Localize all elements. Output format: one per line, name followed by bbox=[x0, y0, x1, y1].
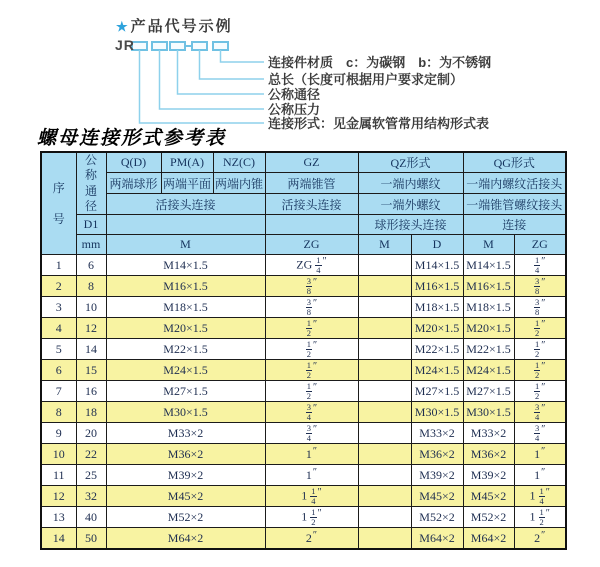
cell-nominal-diameter: 20 bbox=[76, 423, 106, 444]
inch-mark: ″ bbox=[541, 382, 546, 394]
table-row bbox=[41, 318, 566, 339]
cell-qg-zg bbox=[514, 423, 566, 444]
cell-qz-d: M22×1.5 bbox=[411, 339, 463, 360]
section-title-text: 产品代号示例 bbox=[130, 18, 233, 35]
header-qg-desc3: 连接 bbox=[463, 215, 566, 235]
table-row bbox=[41, 423, 566, 444]
cell-nominal-diameter: 50 bbox=[76, 528, 106, 549]
fraction: $\frac{1}{2}$ bbox=[535, 317, 540, 338]
inch-mark: ″ bbox=[322, 256, 327, 268]
code-box bbox=[192, 42, 207, 50]
cell-qz-m bbox=[358, 423, 411, 444]
reference-table bbox=[40, 151, 567, 550]
cell-qg-zg bbox=[514, 381, 566, 402]
header-gz-desc: 两端锥管 bbox=[265, 173, 358, 194]
cell-qg-m: M27×1.5 bbox=[463, 381, 514, 402]
header-nominal-diameter: 公称通径 bbox=[76, 152, 106, 215]
fraction: $\frac{3}{4}$ bbox=[535, 422, 540, 443]
cell-serial: 7 bbox=[41, 381, 76, 402]
cell-nominal-diameter: 10 bbox=[76, 297, 106, 318]
cell-m-thread: M22×1.5 bbox=[106, 339, 265, 360]
fraction: $\frac{1}{2}$ bbox=[535, 380, 540, 401]
inch-mark: ″ bbox=[312, 466, 318, 478]
cell-serial: 3 bbox=[41, 297, 76, 318]
cell-qz-m bbox=[358, 402, 411, 423]
cell-qg-zg bbox=[514, 255, 566, 276]
cell-m-thread: M52×2 bbox=[106, 507, 265, 528]
fraction: $\frac{3}{8}$ bbox=[535, 296, 540, 317]
pointer-lines bbox=[140, 50, 265, 123]
header-qg-zg: ZG bbox=[514, 235, 566, 255]
callout-connection-form: 连接形式：见金属软管常用结构形式表 bbox=[268, 116, 490, 131]
cell-serial: 10 bbox=[41, 444, 76, 465]
table-row bbox=[41, 381, 566, 402]
table-row bbox=[41, 339, 566, 360]
header-serial: 序号 bbox=[41, 152, 76, 255]
cell-qz-m bbox=[358, 465, 411, 486]
cell-qz-d: M39×2 bbox=[411, 465, 463, 486]
cell-qz-d: M52×2 bbox=[411, 507, 463, 528]
cell-serial: 12 bbox=[41, 486, 76, 507]
cell-qg-zg bbox=[514, 402, 566, 423]
header-qz-d: D bbox=[411, 235, 463, 255]
cell-serial: 14 bbox=[41, 528, 76, 549]
cell-m-thread: M45×2 bbox=[106, 486, 265, 507]
inch-mark: ″ bbox=[545, 487, 550, 499]
inch-mark: ″ bbox=[312, 445, 318, 457]
cell-qz-m bbox=[358, 339, 411, 360]
cell-serial: 1 bbox=[41, 255, 76, 276]
header-qz-code: QZ形式 bbox=[358, 152, 463, 173]
cell-serial: 4 bbox=[41, 318, 76, 339]
cell-zg: 1″ bbox=[265, 465, 358, 486]
cell-m-thread: M24×1.5 bbox=[106, 360, 265, 381]
star-icon: ★ bbox=[116, 19, 129, 34]
inch-mark: ″ bbox=[541, 445, 546, 457]
cell-zg bbox=[265, 297, 358, 318]
callout-total-length: 总长（长度可根据用户要求定制） bbox=[268, 72, 464, 87]
cell-zg bbox=[265, 339, 358, 360]
inch-mark: ″ bbox=[541, 256, 546, 268]
cell-qg-zg bbox=[514, 297, 566, 318]
header-nz-code: NZ(C) bbox=[213, 152, 265, 173]
inch-mark: ″ bbox=[545, 508, 550, 520]
cell-m-thread: M16×1.5 bbox=[106, 276, 265, 297]
cell-serial: 5 bbox=[41, 339, 76, 360]
cell-qz-d: M27×1.5 bbox=[411, 381, 463, 402]
cell-m-thread: M33×2 bbox=[106, 423, 265, 444]
fraction: $\frac{1}{4}$ bbox=[535, 254, 540, 275]
table-row bbox=[41, 255, 566, 276]
table-row bbox=[41, 276, 566, 297]
cell-m-thread: M20×1.5 bbox=[106, 318, 265, 339]
cell-qg-zg bbox=[514, 339, 566, 360]
cell-qg-zg: 1″ bbox=[514, 444, 566, 465]
inch-mark: ″ bbox=[317, 487, 322, 499]
cell-qz-m bbox=[358, 276, 411, 297]
cell-serial: 9 bbox=[41, 423, 76, 444]
table-row bbox=[41, 465, 566, 486]
inch-mark: ″ bbox=[313, 340, 318, 352]
cell-qz-d: M45×2 bbox=[411, 486, 463, 507]
callout-material: 连接件材质 c：为碳钢 b：为不锈钢 bbox=[268, 55, 492, 70]
cell-qz-m bbox=[358, 297, 411, 318]
callout-nominal-diameter: 公称通径 bbox=[268, 87, 321, 102]
table-row bbox=[41, 360, 566, 381]
header-qg-desc2: 一端锥管螺纹接头 bbox=[463, 194, 566, 215]
cell-nominal-diameter: 16 bbox=[76, 381, 106, 402]
cell-qz-m bbox=[358, 444, 411, 465]
header-pm-desc: 两端平面 bbox=[161, 173, 213, 194]
cell-qg-m: M45×2 bbox=[463, 486, 514, 507]
cell-qg-m: M64×2 bbox=[463, 528, 514, 549]
table-row bbox=[41, 444, 566, 465]
section-title bbox=[116, 18, 233, 36]
inch-mark: ″ bbox=[541, 298, 546, 310]
inch-mark: ″ bbox=[541, 277, 546, 289]
cell-qz-m bbox=[358, 255, 411, 276]
cell-zg bbox=[265, 360, 358, 381]
cell-qz-m bbox=[358, 528, 411, 549]
cell-nominal-diameter: 25 bbox=[76, 465, 106, 486]
fraction: $\frac{3}{4}$ bbox=[306, 422, 312, 443]
fraction: $\frac{1}{4}$ bbox=[311, 485, 316, 506]
cell-serial: 13 bbox=[41, 507, 76, 528]
fraction: $\frac{1}{2}$ bbox=[535, 359, 540, 380]
header-qz-desc1: 一端内螺纹 bbox=[358, 173, 463, 194]
header-unit: mm bbox=[76, 235, 106, 255]
fraction: $\frac{1}{4}$ bbox=[316, 254, 321, 275]
cell-nominal-diameter: 8 bbox=[76, 276, 106, 297]
fraction: $\frac{3}{8}$ bbox=[306, 275, 312, 296]
cell-qg-zg bbox=[514, 360, 566, 381]
fraction: $\frac{1}{2}$ bbox=[539, 506, 544, 527]
inch-mark: ″ bbox=[541, 424, 546, 436]
cell-qz-m bbox=[358, 318, 411, 339]
cell-nominal-diameter: 6 bbox=[76, 255, 106, 276]
cell-qg-m: M22×1.5 bbox=[463, 339, 514, 360]
inch-mark: ″ bbox=[541, 403, 546, 415]
cell-m-thread: M39×2 bbox=[106, 465, 265, 486]
cell-m-thread: M64×2 bbox=[106, 528, 265, 549]
inch-mark: ″ bbox=[541, 361, 546, 373]
table-row bbox=[41, 297, 566, 318]
header-gz-code: GZ bbox=[265, 152, 358, 173]
header-nz-desc: 两端内锥 bbox=[213, 173, 265, 194]
cell-qg-m: M33×2 bbox=[463, 423, 514, 444]
header-qz-m: M bbox=[358, 235, 411, 255]
inch-mark: ″ bbox=[541, 529, 546, 541]
fraction: $\frac{1}{2}$ bbox=[306, 338, 312, 359]
table-header bbox=[41, 152, 566, 255]
fraction: $\frac{3}{8}$ bbox=[535, 275, 540, 296]
header-qg-m: M bbox=[463, 235, 514, 255]
inch-mark: ″ bbox=[541, 340, 546, 352]
inch-mark: ″ bbox=[313, 319, 318, 331]
header-qg-code: QG形式 bbox=[463, 152, 566, 173]
cell-qz-m bbox=[358, 360, 411, 381]
cell-zg bbox=[265, 276, 358, 297]
code-box bbox=[170, 42, 185, 50]
cell-qg-zg: 1″ bbox=[514, 465, 566, 486]
cell-serial: 11 bbox=[41, 465, 76, 486]
cell-nominal-diameter: 14 bbox=[76, 339, 106, 360]
inch-mark: ″ bbox=[541, 319, 546, 331]
cell-zg: 1 $\frac{1}{2}$ ″ bbox=[265, 507, 358, 528]
cell-qg-m: M20×1.5 bbox=[463, 318, 514, 339]
cell-nominal-diameter: 18 bbox=[76, 402, 106, 423]
header-qg-desc1: 一端内螺纹活接头 bbox=[463, 173, 566, 194]
header-union-connection: 活接头连接 bbox=[106, 194, 265, 215]
cell-qg-zg bbox=[514, 276, 566, 297]
cell-qg-m: M16×1.5 bbox=[463, 276, 514, 297]
cell-qz-d: M14×1.5 bbox=[411, 255, 463, 276]
inch-mark: ″ bbox=[313, 361, 318, 373]
inch-mark: ″ bbox=[313, 403, 318, 415]
cell-serial: 6 bbox=[41, 360, 76, 381]
inch-mark: ″ bbox=[313, 277, 318, 289]
cell-qg-zg bbox=[514, 318, 566, 339]
fraction: $\frac{3}{4}$ bbox=[306, 401, 312, 422]
callout-nominal-pressure: 公称压力 bbox=[268, 102, 321, 117]
cell-qz-d: M18×1.5 bbox=[411, 297, 463, 318]
cell-qz-d: M36×2 bbox=[411, 444, 463, 465]
fraction: $\frac{1}{2}$ bbox=[306, 380, 312, 401]
inch-mark: ″ bbox=[313, 382, 318, 394]
cell-nominal-diameter: 22 bbox=[76, 444, 106, 465]
cell-qz-m bbox=[358, 507, 411, 528]
header-blank-gz bbox=[265, 215, 358, 235]
cell-qz-d: M20×1.5 bbox=[411, 318, 463, 339]
cell-m-thread: M18×1.5 bbox=[106, 297, 265, 318]
fraction: $\frac{3}{8}$ bbox=[306, 296, 312, 317]
inch-mark: ″ bbox=[541, 466, 546, 478]
fraction: $\frac{3}{4}$ bbox=[535, 401, 540, 422]
cell-nominal-diameter: 15 bbox=[76, 360, 106, 381]
cell-zg bbox=[265, 381, 358, 402]
cell-serial: 2 bbox=[41, 276, 76, 297]
header-qz-desc2: 一端外螺纹 bbox=[358, 194, 463, 215]
table-row bbox=[41, 507, 566, 528]
cell-zg: 2″ bbox=[265, 528, 358, 549]
fraction: $\frac{1}{4}$ bbox=[539, 485, 544, 506]
header-m: M bbox=[106, 235, 265, 255]
cell-m-thread: M36×2 bbox=[106, 444, 265, 465]
table-row bbox=[41, 402, 566, 423]
table-title: 螺母连接形式参考表 bbox=[37, 127, 227, 149]
table-body bbox=[41, 255, 566, 549]
header-d1: D1 bbox=[76, 215, 106, 235]
cell-qg-m: M18×1.5 bbox=[463, 297, 514, 318]
cell-m-thread: M30×1.5 bbox=[106, 402, 265, 423]
table-row bbox=[41, 486, 566, 507]
cell-qg-m: M30×1.5 bbox=[463, 402, 514, 423]
cell-m-thread: M27×1.5 bbox=[106, 381, 265, 402]
code-prefix: JR bbox=[115, 37, 135, 53]
cell-qg-zg: 1 $\frac{1}{2}$ ″ bbox=[514, 507, 566, 528]
cell-qz-m bbox=[358, 486, 411, 507]
cell-zg: 1″ bbox=[265, 444, 358, 465]
cell-qg-zg: 2″ bbox=[514, 528, 566, 549]
code-boxes bbox=[132, 42, 228, 50]
fraction: $\frac{1}{2}$ bbox=[306, 359, 312, 380]
cell-qz-d: M30×1.5 bbox=[411, 402, 463, 423]
cell-zg bbox=[265, 402, 358, 423]
inch-mark: ″ bbox=[317, 508, 322, 520]
cell-qz-d: M16×1.5 bbox=[411, 276, 463, 297]
cell-zg: ZG $\frac{1}{4}$ ″ bbox=[265, 255, 358, 276]
cell-qg-m: M39×2 bbox=[463, 465, 514, 486]
header-zg: ZG bbox=[265, 235, 358, 255]
header-gz-union: 活接头连接 bbox=[265, 194, 358, 215]
cell-qg-zg: 1 $\frac{1}{4}$ ″ bbox=[514, 486, 566, 507]
cell-qg-m: M24×1.5 bbox=[463, 360, 514, 381]
cell-qg-m: M14×1.5 bbox=[463, 255, 514, 276]
cell-zg: 1 $\frac{1}{4}$ ″ bbox=[265, 486, 358, 507]
cell-nominal-diameter: 32 bbox=[76, 486, 106, 507]
cell-m-thread: M14×1.5 bbox=[106, 255, 265, 276]
cell-zg bbox=[265, 318, 358, 339]
table-row bbox=[41, 528, 566, 549]
inch-mark: ″ bbox=[312, 529, 318, 541]
header-q-desc: 两端球形 bbox=[106, 173, 161, 194]
cell-nominal-diameter: 12 bbox=[76, 318, 106, 339]
header-q-code: Q(D) bbox=[106, 152, 161, 173]
cell-qz-d: M33×2 bbox=[411, 423, 463, 444]
cell-zg bbox=[265, 423, 358, 444]
header-qz-desc3: 球形接头连接 bbox=[358, 215, 463, 235]
cell-qg-m: M52×2 bbox=[463, 507, 514, 528]
cell-qz-d: M24×1.5 bbox=[411, 360, 463, 381]
fraction: $\frac{1}{2}$ bbox=[535, 338, 540, 359]
cell-serial: 8 bbox=[41, 402, 76, 423]
code-box bbox=[213, 42, 228, 50]
inch-mark: ″ bbox=[313, 298, 318, 310]
inch-mark: ″ bbox=[313, 424, 318, 436]
fraction: $\frac{1}{2}$ bbox=[311, 506, 316, 527]
cell-qg-m: M36×2 bbox=[463, 444, 514, 465]
cell-qz-m bbox=[358, 381, 411, 402]
cell-qz-d: M64×2 bbox=[411, 528, 463, 549]
header-blank-left bbox=[106, 215, 265, 235]
cell-nominal-diameter: 40 bbox=[76, 507, 106, 528]
header-pm-code: PM(A) bbox=[161, 152, 213, 173]
fraction: $\frac{1}{2}$ bbox=[306, 317, 312, 338]
code-box bbox=[152, 42, 167, 50]
